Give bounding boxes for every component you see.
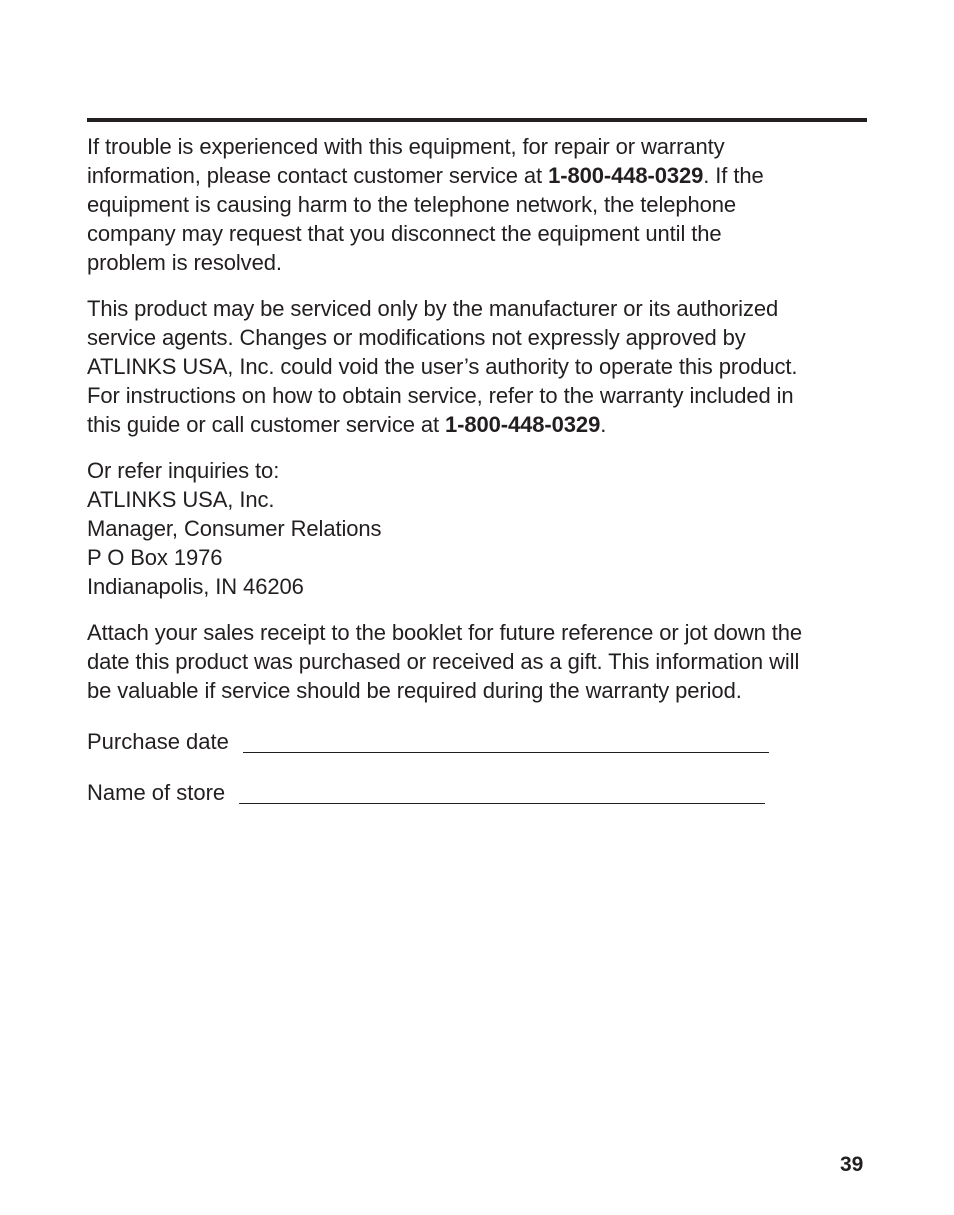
purchase-date-field: [87, 727, 867, 756]
text-line: information, please contact customer service at 1-800-448-0329. If the: [87, 163, 764, 188]
address-intro: Or refer inquiries to:: [87, 458, 280, 483]
document-page: [87, 118, 867, 807]
address-department: Manager, Consumer Relations: [87, 516, 382, 541]
text-line: problem is resolved.: [87, 250, 282, 275]
text-line: Attach your sales receipt to the booklet for future reference or jot down the: [87, 620, 803, 645]
purchase-date-label: Purchase date: [87, 729, 229, 754]
text-line: ATLINKS USA, Inc. could void the user’s authority to operate this product.: [87, 354, 798, 379]
text-line: company may request that you disconnect the equipment until the: [87, 221, 722, 246]
store-name-label: Name of store: [87, 780, 226, 805]
inquiry-address: [87, 456, 867, 601]
text-line: date this product was purchased or received as a gift. This information will: [87, 649, 800, 674]
service-paragraph: [87, 294, 867, 439]
phone-number: 1-800-448-0329: [445, 412, 601, 437]
top-rule: [87, 118, 867, 122]
address-company: ATLINKS USA, Inc.: [87, 487, 275, 512]
sales-receipt-paragraph: [87, 618, 867, 705]
page-number: 39: [840, 1153, 864, 1176]
phone-number: 1-800-448-0329: [548, 163, 704, 188]
address-po-box: P O Box 1976: [87, 545, 223, 570]
store-name-blank-line[interactable]: [239, 803, 765, 804]
text-line: this guide or call customer service at 1-800-448-0329.: [87, 412, 607, 437]
purchase-date-blank-line[interactable]: [243, 752, 769, 753]
text-line: This product may be serviced only by the manufacturer or its authorized: [87, 296, 779, 321]
address-city: Indianapolis, IN 46206: [87, 574, 304, 599]
text-line: For instructions on how to obtain service, refer to the warranty included in: [87, 383, 794, 408]
text-line: equipment is causing harm to the telephone network, the telephone: [87, 192, 737, 217]
text-line: service agents. Changes or modifications not expressly approved by: [87, 325, 746, 350]
text-line: be valuable if service should be required during the warranty period.: [87, 678, 742, 703]
repair-warranty-paragraph: [87, 132, 867, 277]
store-name-field: [87, 778, 867, 807]
text-line: If trouble is experienced with this equipment, for repair or warranty: [87, 134, 725, 159]
